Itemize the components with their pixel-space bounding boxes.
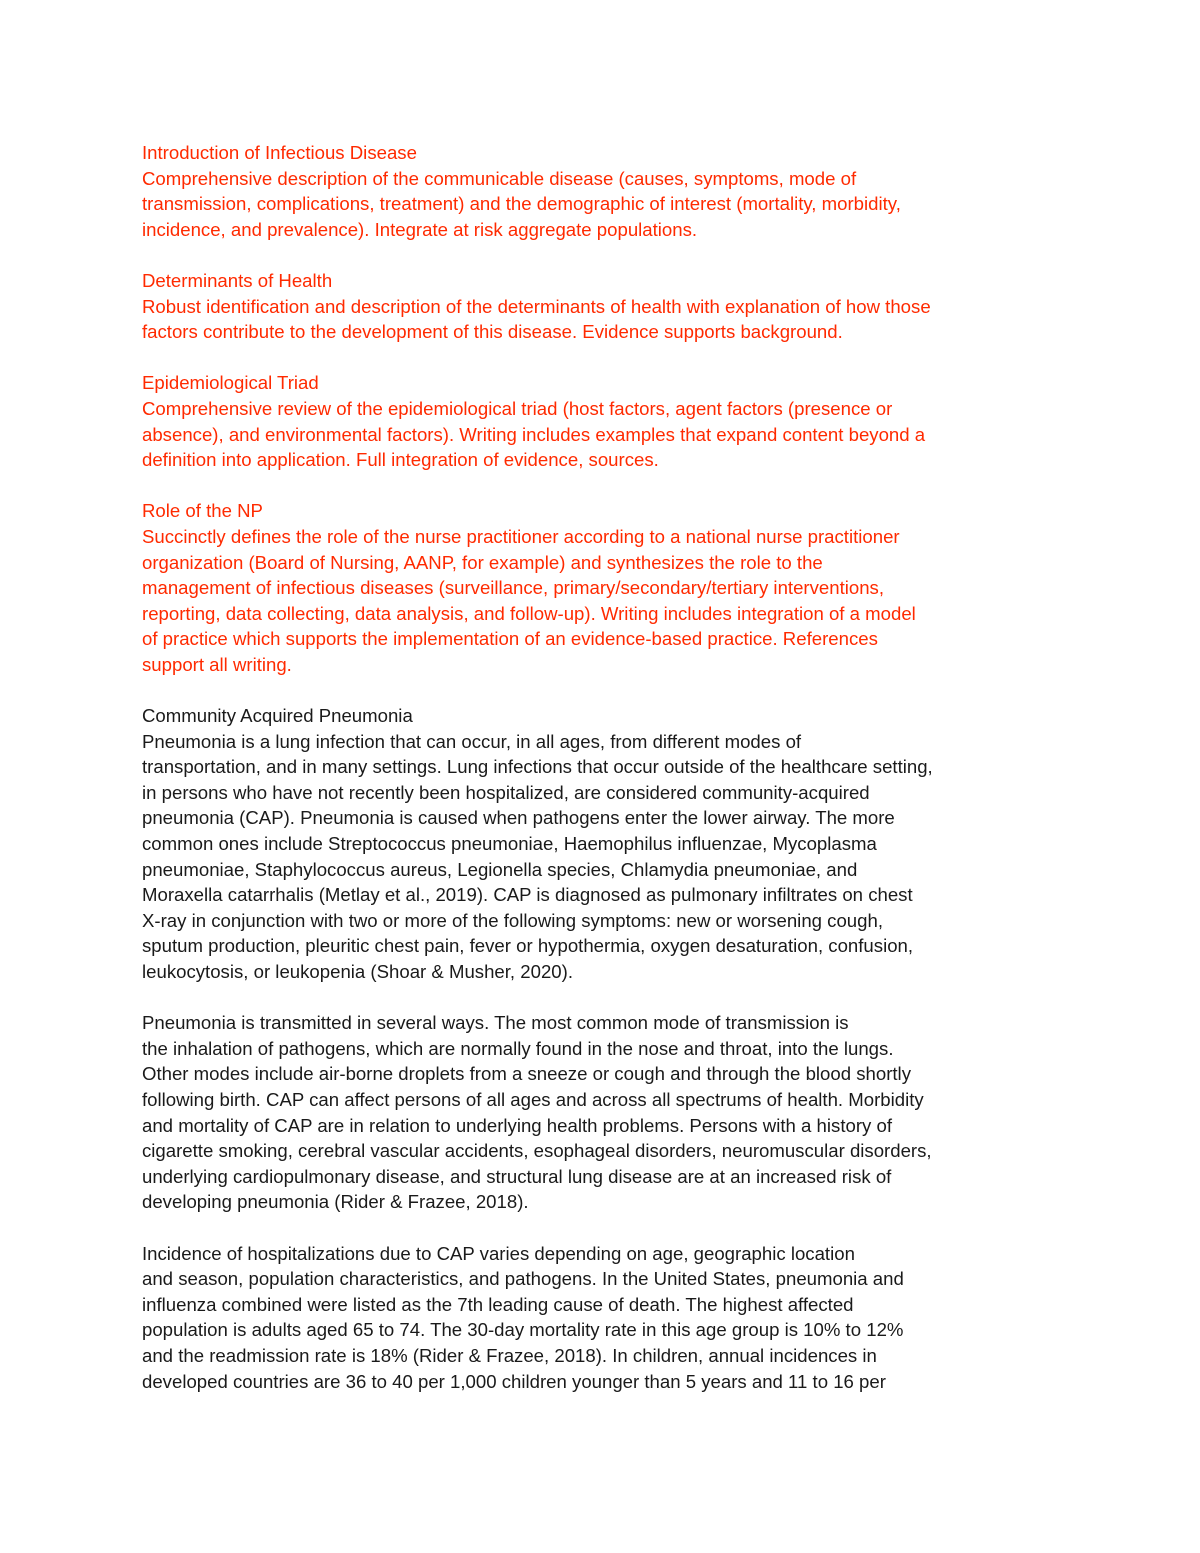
- rubric-line: reporting, data collecting, data analysis, and follow-up). Writing includes integration of a model: [142, 602, 916, 624]
- rubric-heading-role-of-np: Role of the NP: [142, 500, 263, 522]
- rubric-heading-epidemiological-triad: Epidemiological Triad: [142, 372, 319, 394]
- body-line: pneumoniae, Staphylococcus aureus, Legionella species, Chlamydia pneumoniae, and: [142, 858, 858, 880]
- rubric-line: absence), and environmental factors). Writing includes examples that expand content beyond a: [142, 423, 926, 445]
- rubric-section-introduction: [142, 140, 1072, 242]
- rubric-line: Succinctly defines the role of the nurse practitioner according to a national nurse practitioner: [142, 525, 900, 547]
- body-line: Other modes include air-borne droplets from a sneeze or cough and through the blood shortly: [142, 1063, 911, 1085]
- paragraph-gap: [142, 985, 1072, 1011]
- body-line: and the readmission rate is 18% (Rider & Frazee, 2018). In children, annual incidences in: [142, 1344, 877, 1366]
- rubric-line: Robust identification and description of the determinants of health with explanation of how those: [142, 295, 931, 317]
- rubric-line: support all writing.: [142, 653, 292, 675]
- rubric-section-determinants: [142, 268, 1072, 345]
- rubric-line: definition into application. Full integration of evidence, sources.: [142, 449, 659, 471]
- body-line: Moraxella catarrhalis (Metlay et al., 2019). CAP is diagnosed as pulmonary infiltrates on chest: [142, 884, 913, 906]
- rubric-line: organization (Board of Nursing, AANP, for example) and synthesizes the role to the: [142, 551, 823, 573]
- paragraph-gap: [142, 473, 1072, 499]
- body-line: leukocytosis, or leukopenia (Shoar & Musher, 2020).: [142, 961, 573, 982]
- body-line: X-ray in conjunction with two or more of the following symptoms: new or worsening cough,: [142, 909, 883, 931]
- body-line: cigarette smoking, cerebral vascular accidents, esophageal disorders, neuromuscular disorders,: [142, 1140, 932, 1162]
- body-line: population is adults aged 65 to 74. The 30-day mortality rate in this age group is 10% to 12%: [142, 1319, 904, 1341]
- rubric-section-role-of-np: [142, 498, 1072, 677]
- body-line: developed countries are 36 to 40 per 1,000 children younger than 5 years and 11 to 16 per: [142, 1370, 886, 1392]
- body-line: developing pneumonia (Rider & Frazee, 2018).: [142, 1191, 529, 1213]
- body-paragraph-2: [142, 1010, 1072, 1215]
- paragraph-gap: [142, 242, 1072, 268]
- rubric-line: transmission, complications, treatment) and the demographic of interest (mortality, morbidity,: [142, 193, 901, 215]
- body-line: common ones include Streptococcus pneumoniae, Haemophilus influenzae, Mycoplasma: [142, 833, 877, 855]
- rubric-section-epidemiological-triad: [142, 370, 1072, 472]
- body-line: following birth. CAP can affect persons of all ages and across all spectrums of health. Morbidity: [142, 1088, 924, 1110]
- body-line: and mortality of CAP are in relation to underlying health problems. Persons with a history of: [142, 1114, 892, 1136]
- paragraph-gap: [142, 677, 1072, 703]
- body-line: and season, population characteristics, and pathogens. In the United States, pneumonia and: [142, 1268, 904, 1290]
- body-heading: Community Acquired Pneumonia: [142, 705, 413, 727]
- body-line: Pneumonia is a lung infection that can occur, in all ages, from different modes of: [142, 730, 802, 752]
- body-paragraph-3: [142, 1241, 1072, 1395]
- body-line: Incidence of hospitalizations due to CAP varies depending on age, geographic location: [142, 1242, 855, 1264]
- body-line: Pneumonia is transmitted in several ways. The most common mode of transmission is: [142, 1012, 849, 1034]
- rubric-line: Comprehensive review of the epidemiological triad (host factors, agent factors (presence or: [142, 397, 893, 419]
- paragraph-gap: [142, 1215, 1072, 1241]
- body-paragraph-1: [142, 703, 1072, 985]
- rubric-line: management of infectious diseases (surveillance, primary/secondary/tertiary interventions,: [142, 577, 885, 599]
- document-page: [142, 140, 1072, 1394]
- body-line: pneumonia (CAP). Pneumonia is caused when pathogens enter the lower airway. The more: [142, 807, 895, 829]
- body-line: sputum production, pleuritic chest pain, fever or hypothermia, oxygen desaturation, confusion,: [142, 935, 914, 957]
- body-line: underlying cardiopulmonary disease, and structural lung disease are at an increased risk of: [142, 1165, 892, 1187]
- rubric-line: Comprehensive description of the communicable disease (causes, symptoms, mode of: [142, 167, 857, 189]
- rubric-line: of practice which supports the implementation of an evidence-based practice. References: [142, 628, 878, 650]
- rubric-heading-introduction: Introduction of Infectious Disease: [142, 142, 417, 163]
- rubric-line: incidence, and prevalence). Integrate at risk aggregate populations.: [142, 218, 698, 240]
- rubric-heading-determinants: Determinants of Health: [142, 269, 333, 291]
- body-line: transportation, and in many settings. Lung infections that occur outside of the healthcare setting,: [142, 756, 933, 778]
- body-line: influenza combined were listed as the 7th leading cause of death. The highest affected: [142, 1293, 854, 1315]
- body-line: in persons who have not recently been hospitalized, are considered community-acquired: [142, 781, 870, 803]
- paragraph-gap: [142, 345, 1072, 371]
- body-line: the inhalation of pathogens, which are normally found in the nose and throat, into the lungs.: [142, 1037, 894, 1059]
- rubric-line: factors contribute to the development of this disease. Evidence supports background.: [142, 321, 843, 343]
